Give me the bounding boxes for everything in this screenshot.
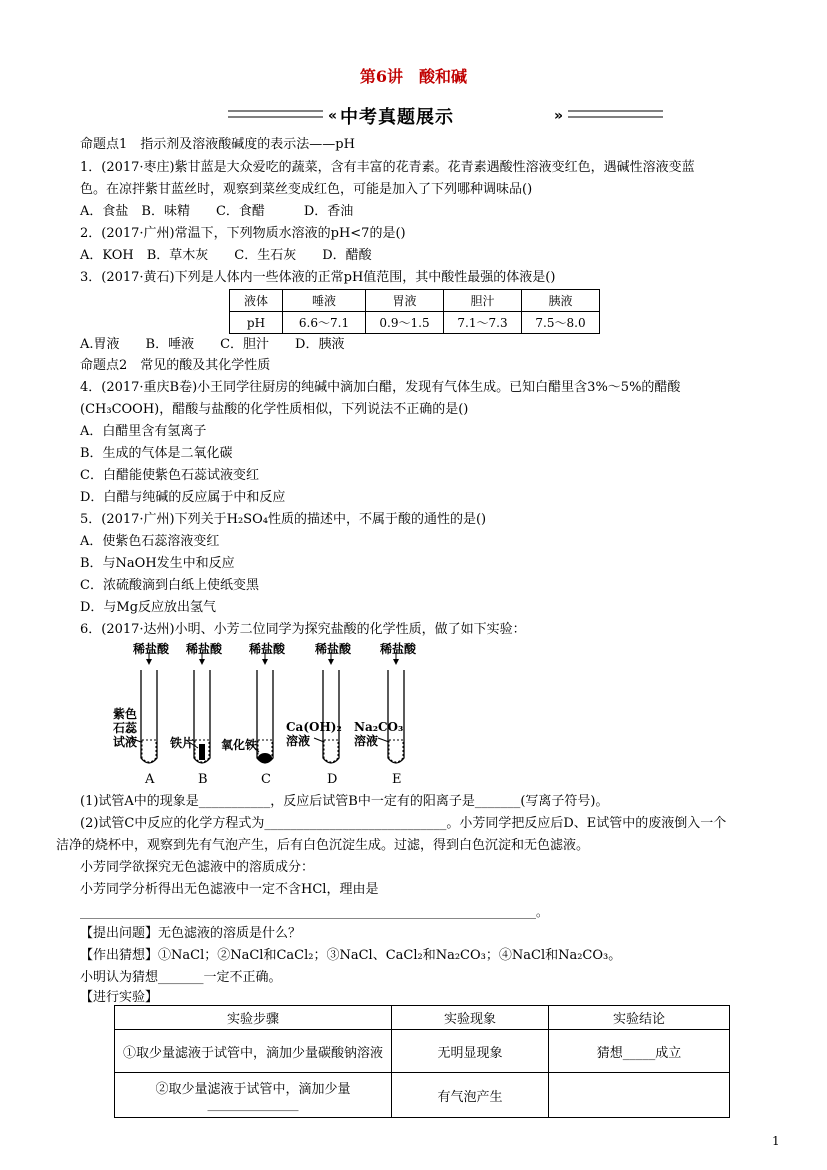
table-cell: ②取少量滤液于试管中，滴加少量______________ <box>115 1073 392 1118</box>
table-header: 实验结论 <box>549 1006 730 1030</box>
q6-question: 【提出问题】无色滤液的溶质是什么？ <box>80 926 302 941</box>
reagent-label-line: 溶液 <box>354 734 379 748</box>
q6-hypotheses: 【作出猜想】①NaCl；②NaCl和CaCl₂；③NaCl、CaCl₂和Na₂CO₃；④NaCl和Na₂CO₃。 <box>80 948 622 963</box>
svg-text:»: » <box>554 108 564 124</box>
reagent-label-line: Na₂CO₃ <box>354 720 404 734</box>
table-cell: ①取少量滤液于试管中，滴加少量碳酸钠溶液 <box>115 1030 392 1073</box>
table-row <box>230 312 600 334</box>
table-row <box>230 290 600 312</box>
reagent-label-line: 石蕊 <box>113 721 138 735</box>
q5-option-a: A．使紫色石蕊溶液变红 <box>80 534 220 549</box>
table-row <box>115 1030 730 1073</box>
section-heading-2: 命题点2 常见的酸及其化学性质 <box>80 358 271 373</box>
reagent-label-line: 紫色 <box>113 707 138 721</box>
q3-options: A.胃液 B．唾液 C．胆汁 D．胰液 <box>80 337 345 352</box>
q4-text-line1: 4．(2017·重庆B卷)小王同学往厨房的纯碱中滴加白醋，发现有气体生成。已知白醋里含3%～5%的醋酸 <box>80 380 681 395</box>
experiment-table <box>114 1005 730 1118</box>
q4-option-a: A．白醋里含有氢离子 <box>80 424 207 439</box>
table-cell: 液体 <box>230 290 283 312</box>
q2-text: 2．(2017·广州)常温下，下列物质水溶液的pH<7的是() <box>80 226 406 241</box>
q6-text: 6．(2017·达州)小明、小芳二位同学为探究盐酸的化学性质，做了如下实验： <box>80 622 526 637</box>
q4-option-d: D．白醋与纯碱的反应属于中和反应 <box>80 490 286 505</box>
table-cell: 7.1～7.3 <box>444 312 522 334</box>
test-tubes-diagram <box>112 640 432 790</box>
experiment-figure <box>112 640 432 790</box>
q5-option-d: D．与Mg反应放出氢气 <box>80 600 217 615</box>
q4-text-line2: (CH₃COOH)，醋酸与盐酸的化学性质相似，下列说法不正确的是() <box>80 402 469 417</box>
reagent-label-d <box>286 720 342 748</box>
banner-text: 中考真题展示 <box>340 107 454 128</box>
acid-label-b: 稀盐酸 <box>186 642 223 656</box>
tube-letter-e: E <box>392 772 402 787</box>
reagent-label-line: 试液 <box>113 735 138 749</box>
section-heading-1: 命题点1 指示剂及溶液酸碱度的表示法——pH <box>80 137 355 152</box>
reagent-label-b: 铁片 <box>170 736 195 750</box>
table-cell: 无明显现象 <box>392 1030 549 1073</box>
q6-reason-prompt: 小芳同学分析得出无色滤液中一定不含HCl，理由是 <box>80 882 379 897</box>
q6-part2-line1: (2)试管C中反应的化学方程式为____________________________。小芳同学把反应后D、E试管中的废液倒入一个 <box>80 816 727 831</box>
table-cell: 胰液 <box>522 290 600 312</box>
table-cell: 胃液 <box>366 290 444 312</box>
q6-experiment-heading: 【进行实验】 <box>80 990 159 1005</box>
acid-label-a: 稀盐酸 <box>133 642 170 656</box>
table-header: 实验步骤 <box>115 1006 392 1030</box>
reagent-label-line: 溶液 <box>286 734 311 748</box>
table-header: 实验现象 <box>392 1006 549 1030</box>
reagent-label-a <box>113 707 137 749</box>
tube-letter-b: B <box>198 772 208 787</box>
reagent-label-line: Ca(OH)₂ <box>286 720 342 734</box>
q4-option-b: B．生成的气体是二氧化碳 <box>80 446 233 461</box>
tube-letter-d: D <box>327 772 338 787</box>
q6-reason-blank: ____________________________________________________________________________。 <box>80 905 549 919</box>
table-cell: 7.5～8.0 <box>522 312 600 334</box>
table-cell: 有气泡产生 <box>392 1073 549 1118</box>
q3-text: 3．(2017·黄石)下列是人体内一些体液的正常pH值范围，其中酸性最强的体液是() <box>80 270 556 285</box>
table-row <box>115 1006 730 1030</box>
q2-options: A．KOH B．草木灰 C．生石灰 D．醋酸 <box>80 248 372 263</box>
table-cell: 猜想_____成立 <box>549 1030 730 1073</box>
tube-letter-a: A <box>145 772 155 787</box>
reagent-label-c: 氧化铁 <box>221 738 258 752</box>
q5-option-c: C．浓硫酸滴到白纸上使纸变黑 <box>80 578 259 593</box>
page-number: 1 <box>772 1134 780 1148</box>
q1-options: A．食盐 B．味精 C．食醋 D．香油 <box>80 204 354 219</box>
reagent-label-e <box>354 720 403 748</box>
table-cell: 胆汁 <box>444 290 522 312</box>
q6-subprompt: 小芳同学欲探究无色滤液中的溶质成分： <box>80 860 315 875</box>
page-title: 第6讲 酸和碱 <box>359 67 468 86</box>
ph-table <box>229 289 600 334</box>
table-cell: 0.9～1.5 <box>366 312 444 334</box>
tube-letter-c: C <box>261 772 271 787</box>
table-cell: 唾液 <box>283 290 366 312</box>
acid-label-c: 稀盐酸 <box>249 642 286 656</box>
table-row <box>115 1073 730 1118</box>
table-cell: pH <box>230 312 283 334</box>
q5-option-b: B．与NaOH发生中和反应 <box>80 556 235 571</box>
q6-incorrect-hypothesis: 小明认为猜想_______一定不正确。 <box>80 970 282 985</box>
svg-text:«: « <box>328 108 338 124</box>
q5-text: 5．(2017·广州)下列关于H₂SO₄性质的描述中，不属于酸的通性的是() <box>80 512 487 527</box>
acid-label-d: 稀盐酸 <box>315 642 352 656</box>
q6-part2-line2: 洁净的烧杯中，观察到先有气泡产生，后有白色沉淀生成。过滤，得到白色沉淀和无色滤液。 <box>56 838 590 853</box>
q6-part1: (1)试管A中的现象是___________，反应后试管B中一定有的阳离子是_______(写离子符号)。 <box>80 794 609 809</box>
table-cell <box>549 1073 730 1118</box>
acid-label-e: 稀盐酸 <box>380 642 417 656</box>
table-cell: 6.6～7.1 <box>283 312 366 334</box>
q4-option-c: C．白醋能使紫色石蕊试液变红 <box>80 468 259 483</box>
q1-text-line2: 色。在凉拌紫甘蓝丝时，观察到菜丝变成红色，可能是加入了下列哪种调味品() <box>80 182 533 197</box>
q1-text-line1: 1．(2017·枣庄)紫甘蓝是大众爱吃的蔬菜，含有丰富的花青素。花青素遇酸性溶液变红色，遇碱性溶液变蓝 <box>80 160 695 175</box>
